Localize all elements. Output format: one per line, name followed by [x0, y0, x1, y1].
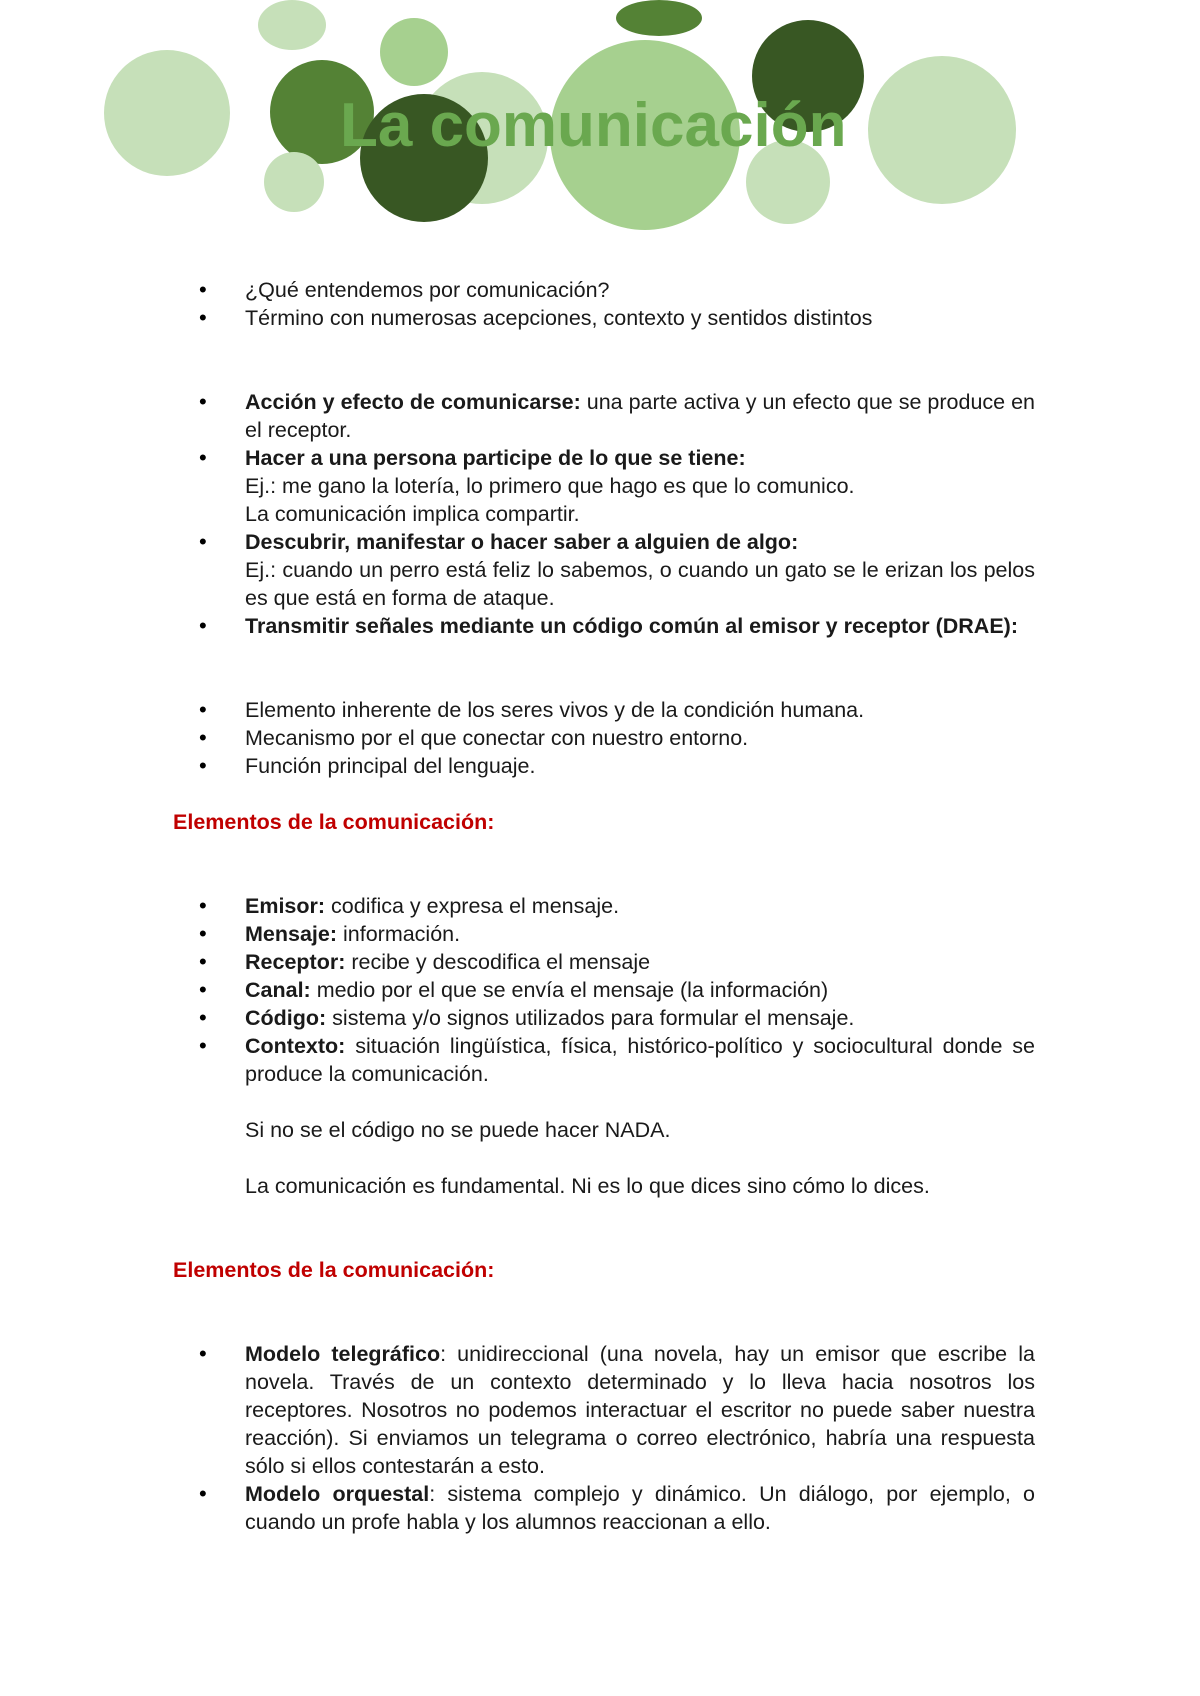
model-term: Modelo telegráfico — [245, 1342, 441, 1366]
definitions-list — [173, 388, 1035, 640]
spacer — [173, 1088, 1035, 1116]
element-text: situación lingüística, física, histórico-político y sociocultural donde se produce la comunicación. — [245, 1034, 1035, 1086]
decorative-circle — [258, 0, 326, 50]
element-term: Canal: — [245, 978, 311, 1002]
list-item — [245, 444, 1035, 528]
spacer — [173, 1284, 1035, 1340]
list-item: • ¿Qué entendemos por comunicación? — [245, 276, 1035, 304]
document-title: La comunicación — [340, 91, 847, 160]
section-heading: Elementos de la comunicación: — [173, 810, 495, 834]
definition-example: La comunicación implica compartir. — [245, 502, 580, 526]
model-term: Modelo orquestal — [245, 1482, 430, 1506]
list-item: • Término con numerosas acepciones, contexto y sentidos distintos — [245, 304, 1035, 332]
document-body — [173, 276, 1035, 1536]
element-text: medio por el que se envía el mensaje (la información) — [310, 978, 829, 1002]
spacer — [173, 780, 1035, 808]
list-item — [245, 1004, 1035, 1032]
list-item — [245, 976, 1035, 1004]
element-term: Contexto: — [245, 1034, 346, 1058]
list-item: • Función principal del lenguaje. — [245, 752, 1035, 780]
list-item — [245, 528, 1035, 612]
decorative-circle — [868, 56, 1016, 204]
models-list — [173, 1340, 1035, 1536]
element-term: Emisor: — [245, 894, 326, 918]
spacer — [173, 332, 1035, 388]
list-item: • Elemento inherente de los seres vivos y de la condición humana. — [245, 696, 1035, 724]
list-item — [245, 612, 1035, 640]
features-list — [173, 696, 1035, 780]
element-text: información. — [337, 922, 461, 946]
list-item — [245, 892, 1035, 920]
element-term: Código: — [245, 1006, 327, 1030]
list-item — [245, 388, 1035, 444]
list-item — [245, 1340, 1035, 1480]
spacer — [173, 1144, 1035, 1172]
spacer — [173, 1200, 1035, 1256]
decorative-circle — [616, 0, 702, 36]
definition-example: Ej.: me gano la lotería, lo primero que hago es que lo comunico. — [245, 474, 855, 498]
element-text: codifica y expresa el mensaje. — [325, 894, 620, 918]
list-item — [245, 920, 1035, 948]
decorative-circle — [264, 152, 324, 212]
decorative-circle — [104, 50, 230, 176]
list-item — [245, 1032, 1035, 1088]
list-item — [245, 948, 1035, 976]
model-text: : unidireccional (una novela, hay un emisor que escribe la novela. Través de un contexto determinado y lo lleva hacia nosotros los receptores. Nosotros no podemos interactuar el escritor no puede saber nuestra reacción). Si enviamos un telegrama o correo electrónico, habría una respuesta sólo si ellos contestarán a esto. — [245, 1342, 1035, 1478]
list-item — [245, 1480, 1035, 1536]
note-paragraph: Si no se el código no se puede hacer NADA. — [245, 1118, 671, 1142]
decorative-circle — [380, 18, 448, 86]
list-item: • Mecanismo por el que conectar con nuestro entorno. — [245, 724, 1035, 752]
elements-list — [173, 892, 1035, 1088]
element-term: Receptor: — [245, 950, 346, 974]
definition-term: Hacer a una persona participe de lo que se tiene: — [245, 446, 746, 470]
spacer — [173, 836, 1035, 892]
element-term: Mensaje: — [245, 922, 338, 946]
spacer — [173, 640, 1035, 696]
definition-term: Descubrir, manifestar o hacer saber a alguien de algo: — [245, 530, 799, 554]
intro-list — [173, 276, 1035, 332]
definition-example: Ej.: cuando un perro está feliz lo sabemos, o cuando un gato se le erizan los pelos es que está en forma de ataque. — [245, 558, 1035, 610]
definition-term: Acción y efecto de comunicarse: — [245, 390, 581, 414]
section-heading: Elementos de la comunicación: — [173, 1258, 495, 1282]
element-text: sistema y/o signos utilizados para formular el mensaje. — [326, 1006, 855, 1030]
model-text: : sistema complejo y dinámico. Un diálogo, por ejemplo, o cuando un profe habla y los alumnos reaccionan a ello. — [245, 1482, 1035, 1534]
element-text: recibe y descodifica el mensaje — [345, 950, 651, 974]
definition-term: Transmitir señales mediante un código común al emisor y receptor (DRAE): — [245, 614, 1018, 638]
definition-text: una parte activa y un efecto que se produce en el receptor. — [245, 390, 1035, 442]
note-paragraph: La comunicación es fundamental. Ni es lo que dices sino cómo lo dices. — [245, 1174, 930, 1198]
